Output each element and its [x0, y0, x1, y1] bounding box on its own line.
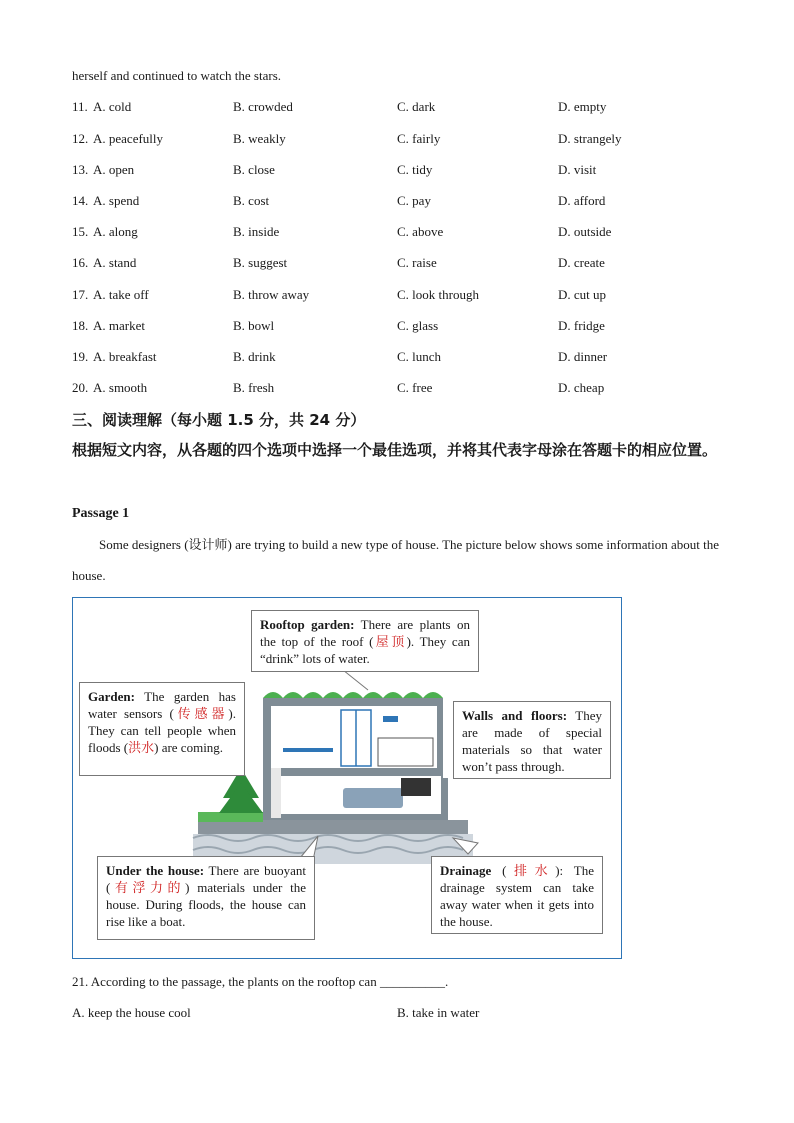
passage-paragraph — [72, 529, 722, 591]
callout-red-text: 传感器 — [173, 706, 229, 721]
option-a[interactable]: A. open — [93, 162, 135, 177]
option-a[interactable]: A. peacefully — [93, 131, 164, 146]
question-number: 17. — [72, 287, 89, 302]
callout-text: The garden has water sensors ( — [88, 689, 236, 721]
option-row — [72, 193, 732, 213]
question-number: 14. — [72, 193, 89, 208]
option-b[interactable]: B. weakly — [233, 131, 286, 146]
option-c[interactable]: C. free — [397, 380, 433, 395]
callout-text: ) materials under the house. During floods, the house can rise like a boat. — [106, 880, 306, 929]
option-row — [72, 318, 732, 338]
callout-red-text: 有浮力的 — [110, 880, 186, 895]
callout-walls-floors — [453, 701, 611, 779]
option-a[interactable]: A. spend — [93, 193, 140, 208]
callout-red-text: 屋顶 — [373, 634, 407, 649]
question-number: 15. — [72, 224, 89, 239]
option-c[interactable]: C. dark — [397, 99, 436, 114]
passage-title: Passage 1 — [72, 506, 130, 521]
option-a[interactable]: A. smooth — [93, 380, 148, 395]
callout-garden — [79, 682, 245, 776]
option-d[interactable]: D. cut up — [558, 287, 607, 302]
callout-label: Under the house: — [106, 863, 205, 878]
option-d[interactable]: D. strangely — [558, 131, 622, 146]
callout-text: ( — [491, 863, 507, 878]
option-a[interactable]: A. along — [93, 224, 138, 239]
upper-room — [271, 706, 437, 768]
garden-grass — [198, 812, 263, 822]
dining-table-icon — [283, 748, 333, 752]
tv-icon — [401, 778, 431, 796]
callout-label: Garden: — [88, 689, 135, 704]
house-base — [198, 820, 468, 834]
option-d[interactable]: D. create — [558, 255, 605, 270]
callout-text: ). They can tell people when floods ( — [88, 706, 236, 755]
option-a[interactable]: A. keep the house cool — [72, 1005, 191, 1020]
callout-text: They are made of special materials so that water won’t pass through. — [462, 708, 603, 774]
option-c[interactable]: C. glass — [397, 318, 439, 333]
callout-text: There are buoyant ( — [106, 863, 306, 895]
option-a[interactable]: A. cold — [93, 99, 132, 114]
option-c[interactable]: C. look through — [397, 287, 479, 302]
question-number: 18. — [72, 318, 89, 333]
option-a[interactable]: A. market — [93, 318, 145, 333]
callout-text: ) are coming. — [154, 740, 224, 755]
instructions: 根据短文内容，从各题的四个选项中选择一个最佳选项，并将其代表字母涂在答题卡的相应位置。 — [72, 441, 718, 459]
option-c[interactable]: C. pay — [397, 193, 431, 208]
option-d[interactable]: D. dinner — [558, 349, 608, 364]
stairs-icon — [271, 768, 281, 818]
option-c[interactable]: C. fairly — [397, 131, 441, 146]
callout-under-house — [97, 856, 315, 940]
callout-label: Drainage — [440, 863, 492, 878]
callout-red-text: 洪水 — [128, 740, 155, 755]
callout-text: ). They can “drink” lots of water. — [260, 634, 470, 666]
sofa-icon — [343, 788, 403, 808]
option-d[interactable]: D. outside — [558, 224, 612, 239]
rooftop-plants — [263, 692, 443, 698]
option-c[interactable]: C. tidy — [397, 162, 433, 177]
passage-text: Some designers (设计师) are trying to build a new type of house. The picture below shows some information about the house. — [72, 537, 720, 583]
option-row — [72, 162, 732, 182]
option-row — [72, 287, 732, 307]
callout-red-text: 排水 — [506, 863, 556, 878]
option-b[interactable]: B. take in water — [397, 1005, 480, 1020]
option-c[interactable]: C. above — [397, 224, 444, 239]
option-b[interactable]: B. crowded — [233, 99, 293, 114]
option-d[interactable]: D. empty — [558, 99, 607, 114]
option-b[interactable]: B. fresh — [233, 380, 275, 395]
house-diagram — [72, 597, 622, 959]
question-number: 13. — [72, 162, 89, 177]
question-number: 16. — [72, 255, 89, 270]
option-d[interactable]: D. visit — [558, 162, 597, 177]
question-stem: 21. According to the passage, the plants on the rooftop can __________. — [72, 974, 449, 989]
callout-rooftop-garden — [251, 610, 479, 672]
option-b[interactable]: B. inside — [233, 224, 280, 239]
question-number: 12. — [72, 131, 89, 146]
option-d[interactable]: D. afford — [558, 193, 606, 208]
option-b[interactable]: B. bowl — [233, 318, 275, 333]
option-row — [72, 349, 732, 369]
option-b[interactable]: B. close — [233, 162, 275, 177]
section-title: 三、阅读理解（每小题 1.5 分，共 24 分） — [72, 411, 366, 429]
callout-label: Rooftop garden: — [260, 617, 355, 632]
option-a[interactable]: A. stand — [93, 255, 137, 270]
option-c[interactable]: C. lunch — [397, 349, 442, 364]
question-number: 19. — [72, 349, 89, 364]
callout-text: ): The drainage system can take away water when it gets into the house. — [440, 863, 594, 929]
passage-continuation: herself and continued to watch the stars. — [72, 68, 282, 83]
option-a[interactable]: A. breakfast — [93, 349, 157, 364]
option-row — [72, 131, 732, 151]
option-row — [72, 380, 732, 400]
question-number: 11. — [72, 99, 88, 114]
callout-label: Walls and floors: — [462, 708, 568, 723]
option-b[interactable]: B. cost — [233, 193, 270, 208]
option-row — [72, 224, 732, 244]
option-row — [72, 255, 732, 275]
option-b[interactable]: B. suggest — [233, 255, 288, 270]
callout-text: There are plants on the top of the roof ( — [260, 617, 470, 649]
option-b[interactable]: B. drink — [233, 349, 276, 364]
option-c[interactable]: C. raise — [397, 255, 437, 270]
range-hood-icon — [383, 716, 398, 722]
question-number: 20. — [72, 380, 89, 395]
option-d[interactable]: D. cheap — [558, 380, 605, 395]
option-b[interactable]: B. throw away — [233, 287, 310, 302]
option-d[interactable]: D. fridge — [558, 318, 605, 333]
option-row — [72, 99, 732, 119]
callout-drainage — [431, 856, 603, 934]
option-a[interactable]: A. take off — [93, 287, 149, 302]
